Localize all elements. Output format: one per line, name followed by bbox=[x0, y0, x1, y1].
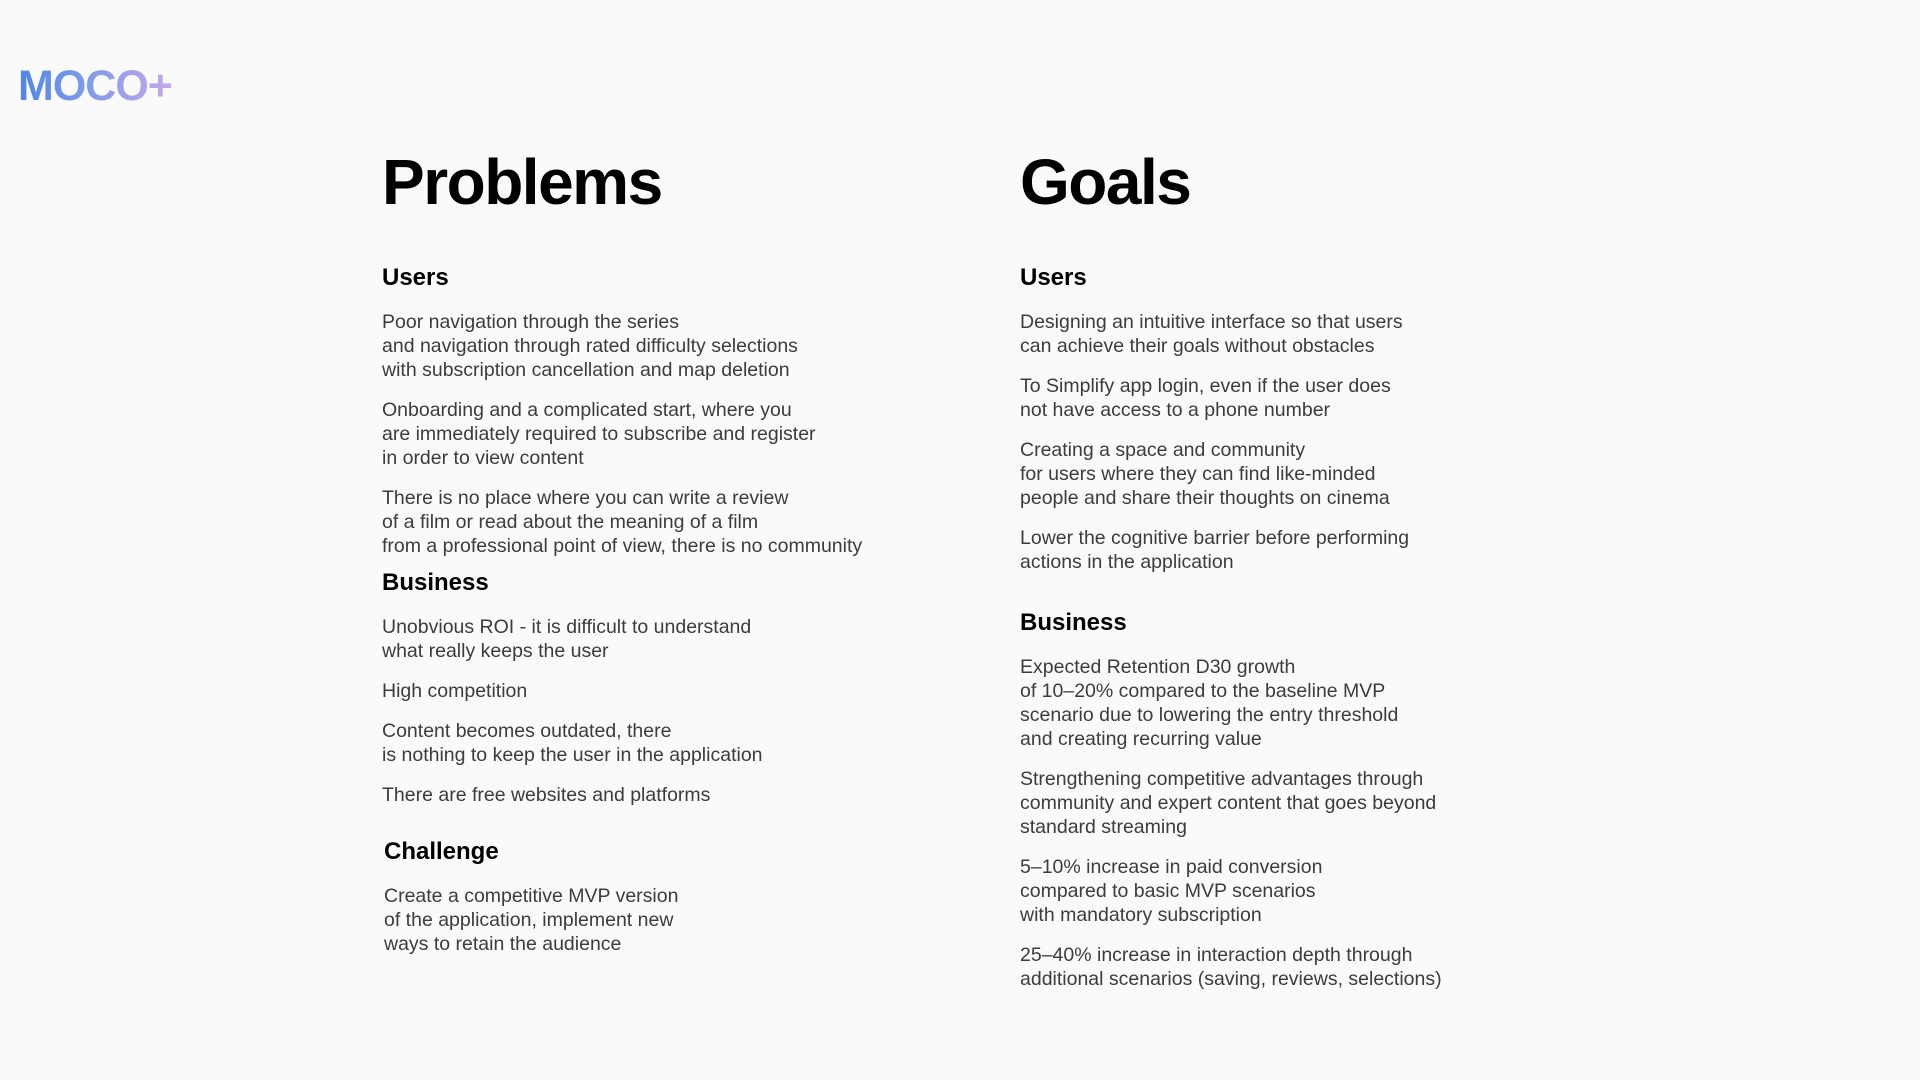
brand-logo: MOCO+ bbox=[18, 62, 172, 110]
problems-business-item: High competition bbox=[382, 680, 528, 702]
problems-users-item: Poor navigation through the series and navigation through rated difficulty selections with subscription cancellation and map deletion bbox=[382, 311, 798, 381]
goals-business-item: Strengthening competitive advantages through community and expert content that goes beyond standard streaming bbox=[1020, 768, 1437, 838]
goals-business-heading: Business bbox=[1020, 609, 1127, 636]
problems-users-heading: Users bbox=[382, 264, 449, 291]
goals-title: Goals bbox=[1020, 146, 1191, 218]
goals-business-item: 25–40% increase in interaction depth through additional scenarios (saving, reviews, selections) bbox=[1020, 944, 1442, 990]
challenge-heading: Challenge bbox=[384, 838, 499, 865]
goals-users-heading: Users bbox=[1020, 264, 1087, 291]
goals-users-item: Creating a space and community for users where they can find like-minded people and share their thoughts on cinema bbox=[1020, 439, 1390, 509]
problems-users-item: There is no place where you can write a review of a film or read about the meaning of a film from a professional point of view, there is no community bbox=[382, 487, 863, 557]
goals-users-item: Lower the cognitive barrier before performing actions in the application bbox=[1020, 527, 1410, 573]
challenge-text: Create a competitive MVP version of the application, implement new ways to retain the audience bbox=[384, 885, 679, 955]
problems-users-item: Onboarding and a complicated start, where you are immediately required to subscribe and register in order to view content bbox=[382, 399, 816, 469]
goals-business-item: Expected Retention D30 growth of 10–20% compared to the baseline MVP scenario due to lowering the entry threshold and creating recurring value bbox=[1020, 656, 1399, 750]
goals-users-item: To Simplify app login, even if the user does not have access to a phone number bbox=[1020, 375, 1391, 421]
problems-title: Problems bbox=[382, 146, 662, 218]
problems-business-item: Content becomes outdated, there is nothing to keep the user in the application bbox=[382, 720, 763, 766]
goals-column bbox=[1020, 144, 1580, 990]
problems-business-item: There are free websites and platforms bbox=[382, 784, 711, 806]
goals-users-item: Designing an intuitive interface so that users can achieve their goals without obstacles bbox=[1020, 311, 1403, 357]
problems-business-item: Unobvious ROI - it is difficult to understand what really keeps the user bbox=[382, 616, 752, 662]
goals-business-item: 5–10% increase in paid conversion compared to basic MVP scenarios with mandatory subscription bbox=[1020, 856, 1323, 926]
problems-business-heading: Business bbox=[382, 569, 489, 596]
problems-column bbox=[382, 144, 942, 955]
